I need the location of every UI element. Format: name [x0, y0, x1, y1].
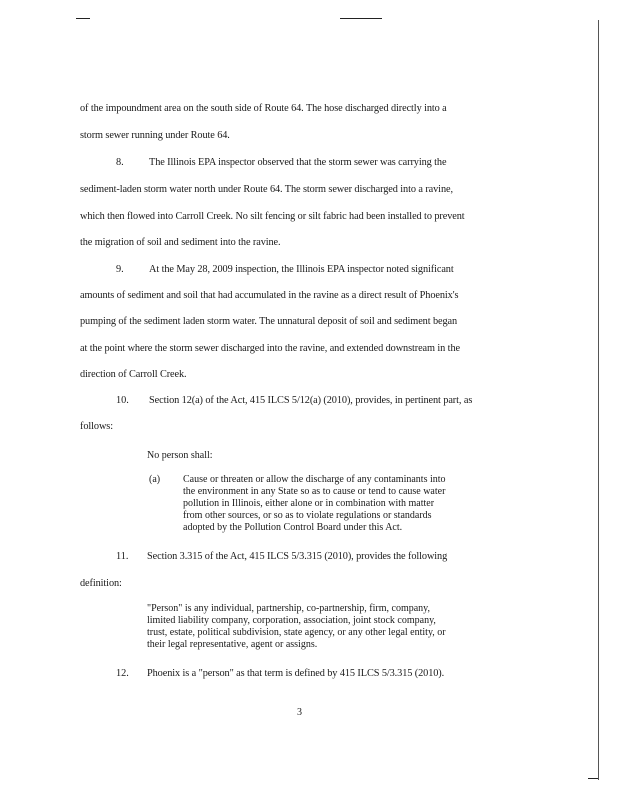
- paragraph-number: 9.: [116, 264, 124, 275]
- body-line: sediment-laden storm water north under Route 64. The storm sewer discharged into a ravine,: [80, 184, 453, 195]
- quote-line: from other sources, or so as to violate regulations or standards: [183, 510, 432, 521]
- paragraph-number: 12.: [116, 668, 129, 679]
- paragraph-number: 10.: [116, 395, 129, 406]
- body-line: pumping of the sediment laden storm water. The unnatural deposit of soil and sediment began: [80, 316, 458, 327]
- body-line: At the May 28, 2009 inspection, the Illinois EPA inspector noted significant: [149, 264, 454, 275]
- body-line: The Illinois EPA inspector observed that the storm sewer was carrying the: [149, 157, 447, 168]
- scan-mark-top-left: [76, 18, 90, 19]
- quote-line: the environment in any State so as to cause or tend to cause water: [183, 486, 446, 497]
- body-line: at the point where the storm sewer discharged into the ravine, and extended downstream in the: [80, 343, 460, 354]
- body-line: storm sewer running under Route 64.: [80, 130, 230, 141]
- page-number: 3: [297, 707, 302, 718]
- quote-line: limited liability company, corporation, association, joint stock company,: [147, 615, 436, 626]
- paragraph-number: 11.: [116, 551, 129, 562]
- body-line: which then flowed into Carroll Creek. No silt fencing or silt fabric had been installed to prevent: [80, 211, 465, 222]
- quote-line: their legal representative, agent or assigns.: [147, 639, 318, 650]
- quote-item-label: (a): [149, 474, 161, 485]
- paragraph-number: 8.: [116, 157, 124, 168]
- quote-line: "Person" is any individual, partnership, co-partnership, firm, company,: [147, 603, 431, 614]
- body-line: direction of Carroll Creek.: [80, 369, 187, 380]
- body-line: Section 12(a) of the Act, 415 ILCS 5/12(a) (2010), provides, in pertinent part, as: [149, 395, 473, 406]
- quote-line: Cause or threaten or allow the discharge of any contaminants into: [183, 474, 446, 485]
- body-line: of the impoundment area on the south side of Route 64. The hose discharged directly into a: [80, 103, 447, 114]
- body-line: definition:: [80, 578, 122, 589]
- scan-mark-right-edge: [598, 20, 599, 780]
- quote-line: trust, estate, political subdivision, state agency, or any other legal entity, or: [147, 627, 446, 638]
- body-line: Phoenix is a "person" as that term is defined by 415 ILCS 5/3.315 (2010).: [147, 668, 445, 679]
- quote-intro: No person shall:: [147, 450, 213, 461]
- body-line: Section 3.315 of the Act, 415 ILCS 5/3.315 (2010), provides the following: [147, 551, 448, 562]
- body-line: amounts of sediment and soil that had accumulated in the ravine as a direct result of Phoenix's: [80, 290, 459, 301]
- quote-line: pollution in Illinois, either alone or in combination with matter: [183, 498, 435, 509]
- scan-mark-top-right: [340, 18, 382, 19]
- body-line: the migration of soil and sediment into the ravine.: [80, 237, 281, 248]
- body-line: follows:: [80, 421, 113, 432]
- scan-mark-right-tick: [588, 778, 598, 779]
- quote-line: adopted by the Pollution Control Board under this Act.: [183, 522, 403, 533]
